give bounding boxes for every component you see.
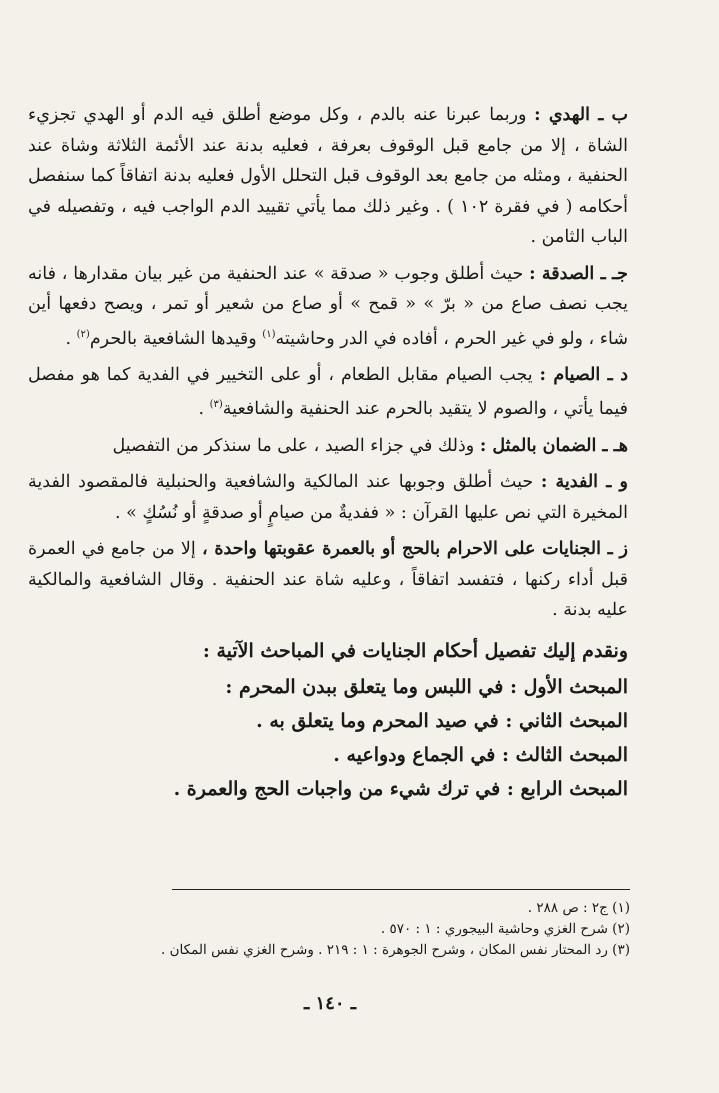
paragraph-sadaqa bbox=[28, 259, 628, 354]
paragraph-text: حيث أطلق وجوبها عند المالكية والشافعية والحنبلية فالمقصود الفدية المخيرة التي نص عليها القرآن : « ففديةٌ من صيامٍ أو صدقةٍ أو نُسُكٍ » . bbox=[28, 472, 628, 523]
plan-item: المبحث الأول : في اللبس وما يتعلق ببدن المحرم : bbox=[225, 675, 628, 698]
paragraph-text: وذلك في جزاء الصيد ، على ما سنذكر من التفصيل bbox=[112, 435, 480, 456]
plan-intro: ونقدم إليك تفصيل أحكام الجنايات في المباحث الآتية : bbox=[202, 639, 628, 662]
footnote-ref: (١) bbox=[262, 328, 276, 340]
term-fidya: و ـ الفدية : bbox=[540, 472, 628, 493]
footnote: (٣) رد المحتار نفس المكان ، وشرح الجوهرة : ١ : ٢١٩ . وشرح الغزي نفس المكان . bbox=[161, 942, 630, 958]
paragraph-jinayat bbox=[28, 534, 628, 626]
term-jinayat: ز ـ الجنايات على الاحرام بالحج أو بالعمرة عقوبتها واحدة ، bbox=[201, 539, 628, 560]
footnote: (١) ج٢ : ص ٢٨٨ . bbox=[527, 900, 630, 916]
paragraph-hady bbox=[28, 100, 628, 253]
footnote-ref: (٣) bbox=[209, 399, 223, 411]
paragraph-text: حيث أطلق وجوب « صدقة » عند الحنفية من غير بيان مقدارها ، فانه يجب نصف صاع من « برّ » « قمح » أو صاع من شعير أو تمر ، ويصح دفعها أين شاء ، ولو في غير الحرم ، أفاده في الدر وحاشيته bbox=[28, 263, 628, 349]
main-text bbox=[28, 100, 628, 806]
plan-item: المبحث الثالث : في الجماع ودواعيه . bbox=[333, 743, 628, 766]
paragraph-text: وربما عبرنا عنه بالدم ، وكل موضع أطلق فيه الدم أو الهدي تجزيء الشاة ، إلا من جامع قبل الوقوف بعرفة ، فعليه بدنة عند الأئمة الثلاثة وشاة عند الحنفية ، ومثله من جامع بعد الوقوف قبل التحلل الأول فعليه بدنة اتفاقاً كما سنفصل أحكامه ( في فقرة ١٠٢ ) . وغير ذلك مما يأتي تقييد الدم الواجب فيه ، وتفصيله في الباب الثامن . bbox=[28, 105, 628, 247]
footnote-ref: (٢) bbox=[76, 328, 90, 340]
term-sadaqa: جـ ـ الصدقة : bbox=[529, 263, 628, 284]
footnote-divider bbox=[172, 889, 630, 890]
paragraph-siyam bbox=[28, 360, 628, 425]
page-number: ـ ١٤٠ ـ bbox=[303, 993, 357, 1014]
paragraph-text: . bbox=[65, 328, 77, 349]
paragraph-text: وقيدها الشافعية بالحرم bbox=[89, 328, 263, 349]
plan-item: المبحث الرابع : في ترك شيء من واجبات الحج والعمرة . bbox=[173, 777, 628, 800]
term-daman: هـ ـ الضمان بالمثل : bbox=[479, 435, 628, 456]
paragraph-text: . bbox=[198, 399, 210, 420]
footnotes bbox=[40, 898, 630, 961]
term-siyam: د ـ الصيام : bbox=[539, 364, 628, 385]
paragraph-daman bbox=[28, 431, 628, 462]
paragraph-fidya bbox=[28, 467, 628, 528]
paragraph-text: يجب الصيام مقابل الطعام ، أو على التخيير في الفدية كما هو مفصل فيما يأتي ، والصوم لا يتقيد بالحرم عند الحنفية والشافعية bbox=[28, 364, 628, 420]
chapter-plan bbox=[28, 634, 628, 806]
term-hady: ب ـ الهدي : bbox=[534, 105, 628, 125]
plan-item: المبحث الثاني : في صيد المحرم وما يتعلق به . bbox=[256, 709, 628, 732]
paragraph-text: إلا من جامع في العمرة قبل أداء ركنها ، فتفسد اتفاقاً ، وعليه شاة عند الحنفية . وقال الشافعية والمالكية عليه بدنة . bbox=[28, 539, 628, 621]
footnote: (٢) شرح الغزي وحاشية البيجوري : ١ : ٥٧٠ . bbox=[380, 921, 630, 937]
